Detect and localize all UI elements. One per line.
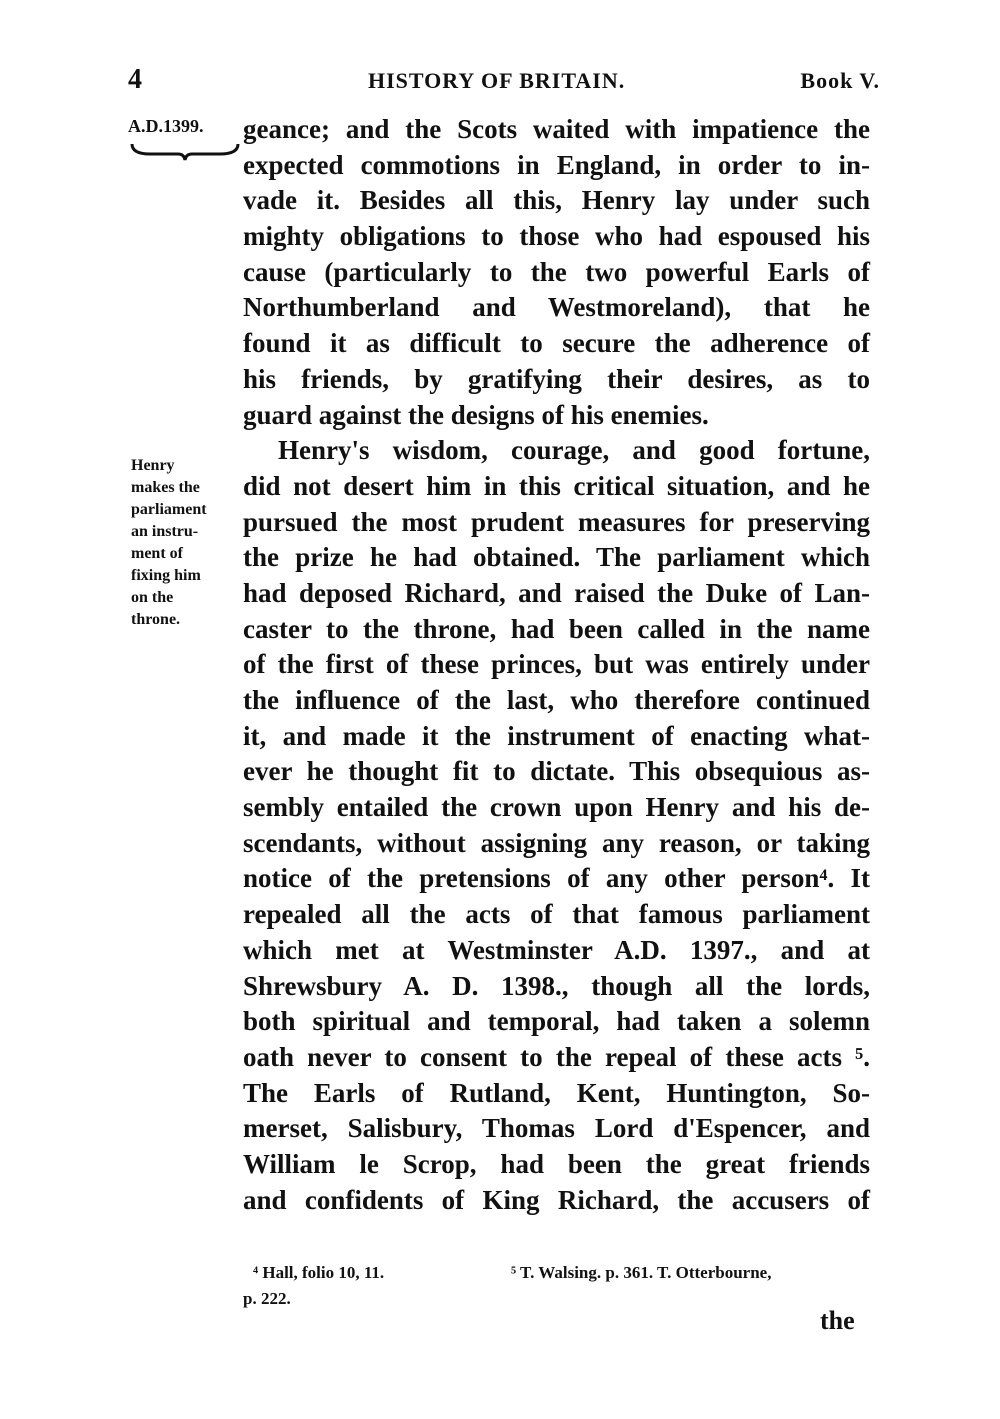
margin-year: A.D.1399. bbox=[128, 116, 204, 136]
text-line: it, and made it the instrument of enacting what- bbox=[243, 720, 870, 751]
text-line: mighty obligations to those who had espoused his bbox=[243, 221, 870, 252]
text-line: both spiritual and temporal, had taken a solemn bbox=[243, 1006, 870, 1037]
text-line: guard against the designs of his enemies. bbox=[243, 399, 709, 430]
side-note-line: makes the bbox=[131, 479, 200, 496]
text-line: William le Scrop, had been the great friends bbox=[243, 1148, 870, 1179]
text-line: repealed all the acts of that famous parliament bbox=[243, 899, 870, 930]
text-line: had deposed Richard, and raised the Duke of Lan- bbox=[243, 577, 870, 608]
text-line: caster to the throne, had been called in the name bbox=[243, 613, 870, 644]
side-note-line: throne. bbox=[131, 611, 181, 628]
text-line: and confidents of King Richard, the accusers of bbox=[243, 1184, 870, 1215]
page-number: 4 bbox=[128, 64, 143, 95]
text-line: his friends, by gratifying their desires, as to bbox=[243, 363, 870, 394]
side-note-line: Henry bbox=[131, 457, 175, 474]
text-line: Northumberland and Westmoreland), that he bbox=[243, 292, 870, 323]
text-line: ever he thought fit to dictate. This obsequious as- bbox=[243, 756, 870, 787]
text-line: vade it. Besides all this, Henry lay under such bbox=[243, 185, 870, 216]
footnote-5-continued: p. 222. bbox=[243, 1289, 291, 1308]
text-line: which met at Westminster A.D. 1397., and at bbox=[243, 934, 870, 965]
footnote-5: ⁵ T. Walsing. p. 361. T. Otterbourne, bbox=[511, 1263, 772, 1282]
side-note-line: fixing him bbox=[131, 567, 201, 584]
text-line: sembly entailed the crown upon Henry and his de- bbox=[243, 792, 870, 823]
text-line: the influence of the last, who therefore continued bbox=[243, 685, 870, 715]
side-note-line: on the bbox=[131, 589, 174, 606]
book-label: Book V. bbox=[800, 68, 880, 93]
brace-icon bbox=[130, 142, 240, 162]
text-line: expected commotions in England, in order to in- bbox=[243, 149, 870, 180]
text-line: The Earls of Rutland, Kent, Huntington, So- bbox=[243, 1077, 870, 1108]
text-line: scendants, without assigning any reason, or taking bbox=[243, 827, 870, 858]
text-line: notice of the pretensions of any other person⁴. It bbox=[243, 863, 870, 894]
catchword: the bbox=[820, 1306, 855, 1335]
text-line: Henry's wisdom, courage, and good fortune, bbox=[278, 435, 870, 466]
text-line: found it as difficult to secure the adherence of bbox=[243, 328, 870, 359]
side-note-line: an instru- bbox=[131, 523, 199, 540]
side-note-line: ment of bbox=[131, 545, 183, 562]
text-line: did not desert him in this critical situation, and he bbox=[243, 470, 870, 501]
running-title: HISTORY OF BRITAIN. bbox=[368, 68, 626, 93]
running-header bbox=[128, 64, 880, 104]
text-line: cause (particularly to the two powerful Earls of bbox=[243, 256, 870, 287]
footnote-4: ⁴ Hall, folio 10, 11. bbox=[253, 1263, 385, 1282]
text-line: merset, Salisbury, Thomas Lord d'Espencer, and bbox=[243, 1113, 870, 1144]
text-line: geance; and the Scots waited with impatience the bbox=[243, 114, 870, 144]
text-line: of the first of these princes, but was entirely under bbox=[243, 649, 870, 680]
text-line: pursued the most prudent measures for preserving bbox=[243, 506, 870, 537]
side-note bbox=[131, 455, 231, 631]
side-note-line: parliament bbox=[131, 501, 207, 518]
text-line: oath never to consent to the repeal of these acts ⁵. bbox=[243, 1041, 870, 1072]
main-text bbox=[243, 112, 870, 1218]
text-line: Shrewsbury A. D. 1398., though all the lords, bbox=[243, 970, 870, 1001]
text-line: the prize he had obtained. The parliament which bbox=[243, 542, 870, 573]
